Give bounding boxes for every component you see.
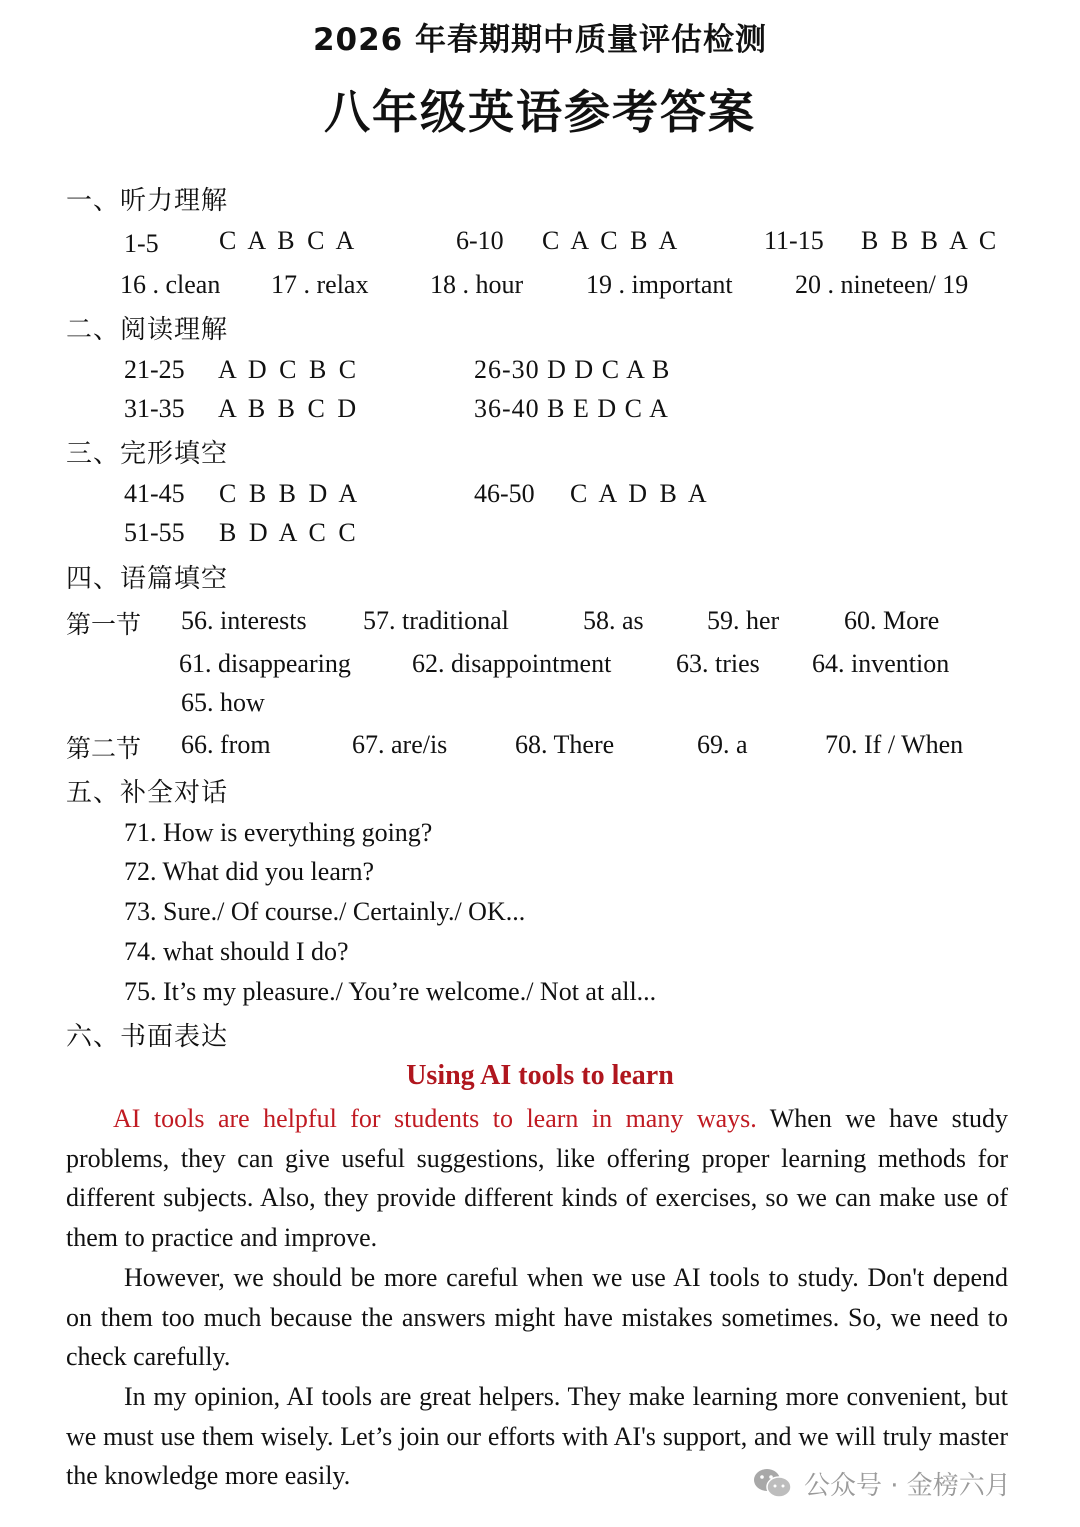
reading-answers-1: A D C B C	[218, 355, 360, 384]
essay-paragraph-2: However, we should be more careful when we use AI tools to study. Don't depend on them too much because the answers might have mistakes sometimes. So, we need to check carefully.	[66, 1263, 1008, 1372]
cloze-range-3: 51-55	[124, 518, 185, 547]
passage-answer-60: 60. More	[844, 606, 940, 635]
wechat-icon	[752, 1467, 794, 1499]
passage-answer-67: 67. are/is	[352, 730, 448, 759]
passage-answer-59: 59. her	[707, 606, 780, 635]
listening-answers-3: B B B A C	[861, 226, 1000, 255]
section-reading-heading: 二、阅读理解	[66, 315, 229, 345]
section-listening-heading: 一、听力理解	[66, 186, 229, 216]
passage-answer-66: 66. from	[181, 730, 271, 759]
passage-answer-61: 61. disappearing	[179, 649, 351, 678]
cloze-answers-3: B D A C C	[219, 518, 359, 547]
passage-answer-62: 62. disappointment	[412, 649, 612, 678]
essay-title: Using AI tools to learn	[406, 1060, 674, 1091]
essay-paragraph-3: In my opinion, AI tools are great helpers. They make learning more convenient, but we must use them wisely. Let’s join our efforts with AI's support, and we will truly master the knowledge more easily.	[66, 1382, 1008, 1491]
dialogue-answer-72: 72. What did you learn?	[124, 857, 375, 886]
passage-answer-70: 70. If / When	[825, 730, 964, 759]
section-cloze-heading: 三、完形填空	[66, 439, 229, 469]
reading-range-1: 21-25	[124, 355, 185, 384]
essay-paragraph-1	[66, 1099, 1008, 1258]
listening-fill-17: 17 . relax	[271, 270, 369, 299]
reading-answers-4: 36-40 B E D C A	[474, 394, 669, 423]
cloze-answers-2: C A D B A	[570, 479, 710, 508]
essay-paragraph-1-body: When we have study problems, they can give useful suggestions, like offering proper learning methods for different subjects. Also, they provide different kinds of exercises, so we can make use of them to practice and improve.	[66, 1104, 1009, 1253]
essay-topic-sentence: AI tools are helpful for students to learn in many ways.	[113, 1104, 757, 1133]
reading-range-3: 31-35	[124, 394, 185, 423]
dialogue-answer-71: 71. How is everything going?	[124, 818, 433, 847]
passage-answer-64: 64. invention	[812, 649, 950, 678]
dialogue-answer-74: 74. what should I do?	[124, 937, 349, 966]
section-passage-heading: 四、语篇填空	[66, 564, 229, 594]
passage-answer-57: 57. traditional	[363, 606, 509, 635]
cloze-range-2: 46-50	[474, 479, 535, 508]
listening-fill-18: 18 . hour	[430, 270, 524, 299]
listening-answers-2: C A C B A	[542, 226, 681, 255]
watermark-text: 公众号 · 金榜六月	[804, 1471, 1011, 1501]
passage-answer-63: 63. tries	[676, 649, 760, 678]
passage-answer-56: 56. interests	[181, 606, 307, 635]
listening-range-3: 11-15	[764, 226, 824, 255]
part1-label: 第一节	[66, 610, 142, 639]
cloze-answers-1: C B B D A	[219, 479, 361, 508]
passage-answer-68: 68. There	[515, 730, 615, 759]
reading-answers-2: 26-30 D D C A B	[474, 355, 671, 384]
listening-range-1: 1-5	[124, 229, 159, 258]
section-writing-heading: 六、书面表达	[66, 1022, 229, 1052]
answer-key-title: 八年级英语参考答案	[324, 85, 756, 139]
passage-answer-65: 65. how	[181, 688, 265, 717]
passage-answer-69: 69. a	[697, 730, 748, 759]
passage-answer-58: 58. as	[583, 606, 644, 635]
listening-fill-20: 20 . nineteen/ 19	[795, 270, 969, 299]
listening-fill-16: 16 . clean	[120, 270, 221, 299]
dialogue-answer-75: 75. It’s my pleasure./ You’re welcome./ Not at all...	[124, 977, 657, 1006]
reading-answers-3: A B B C D	[218, 394, 360, 423]
listening-range-2: 6-10	[456, 226, 504, 255]
part2-label: 第二节	[66, 734, 142, 763]
cloze-range-1: 41-45	[124, 479, 185, 508]
listening-answers-1: C A B C A	[219, 226, 358, 255]
section-dialogue-heading: 五、补全对话	[66, 778, 229, 808]
exam-title: 2026 年春期期中质量评估检测	[312, 22, 768, 58]
dialogue-answer-73: 73. Sure./ Of course./ Certainly./ OK...	[124, 897, 526, 926]
listening-fill-19: 19 . important	[586, 270, 733, 299]
